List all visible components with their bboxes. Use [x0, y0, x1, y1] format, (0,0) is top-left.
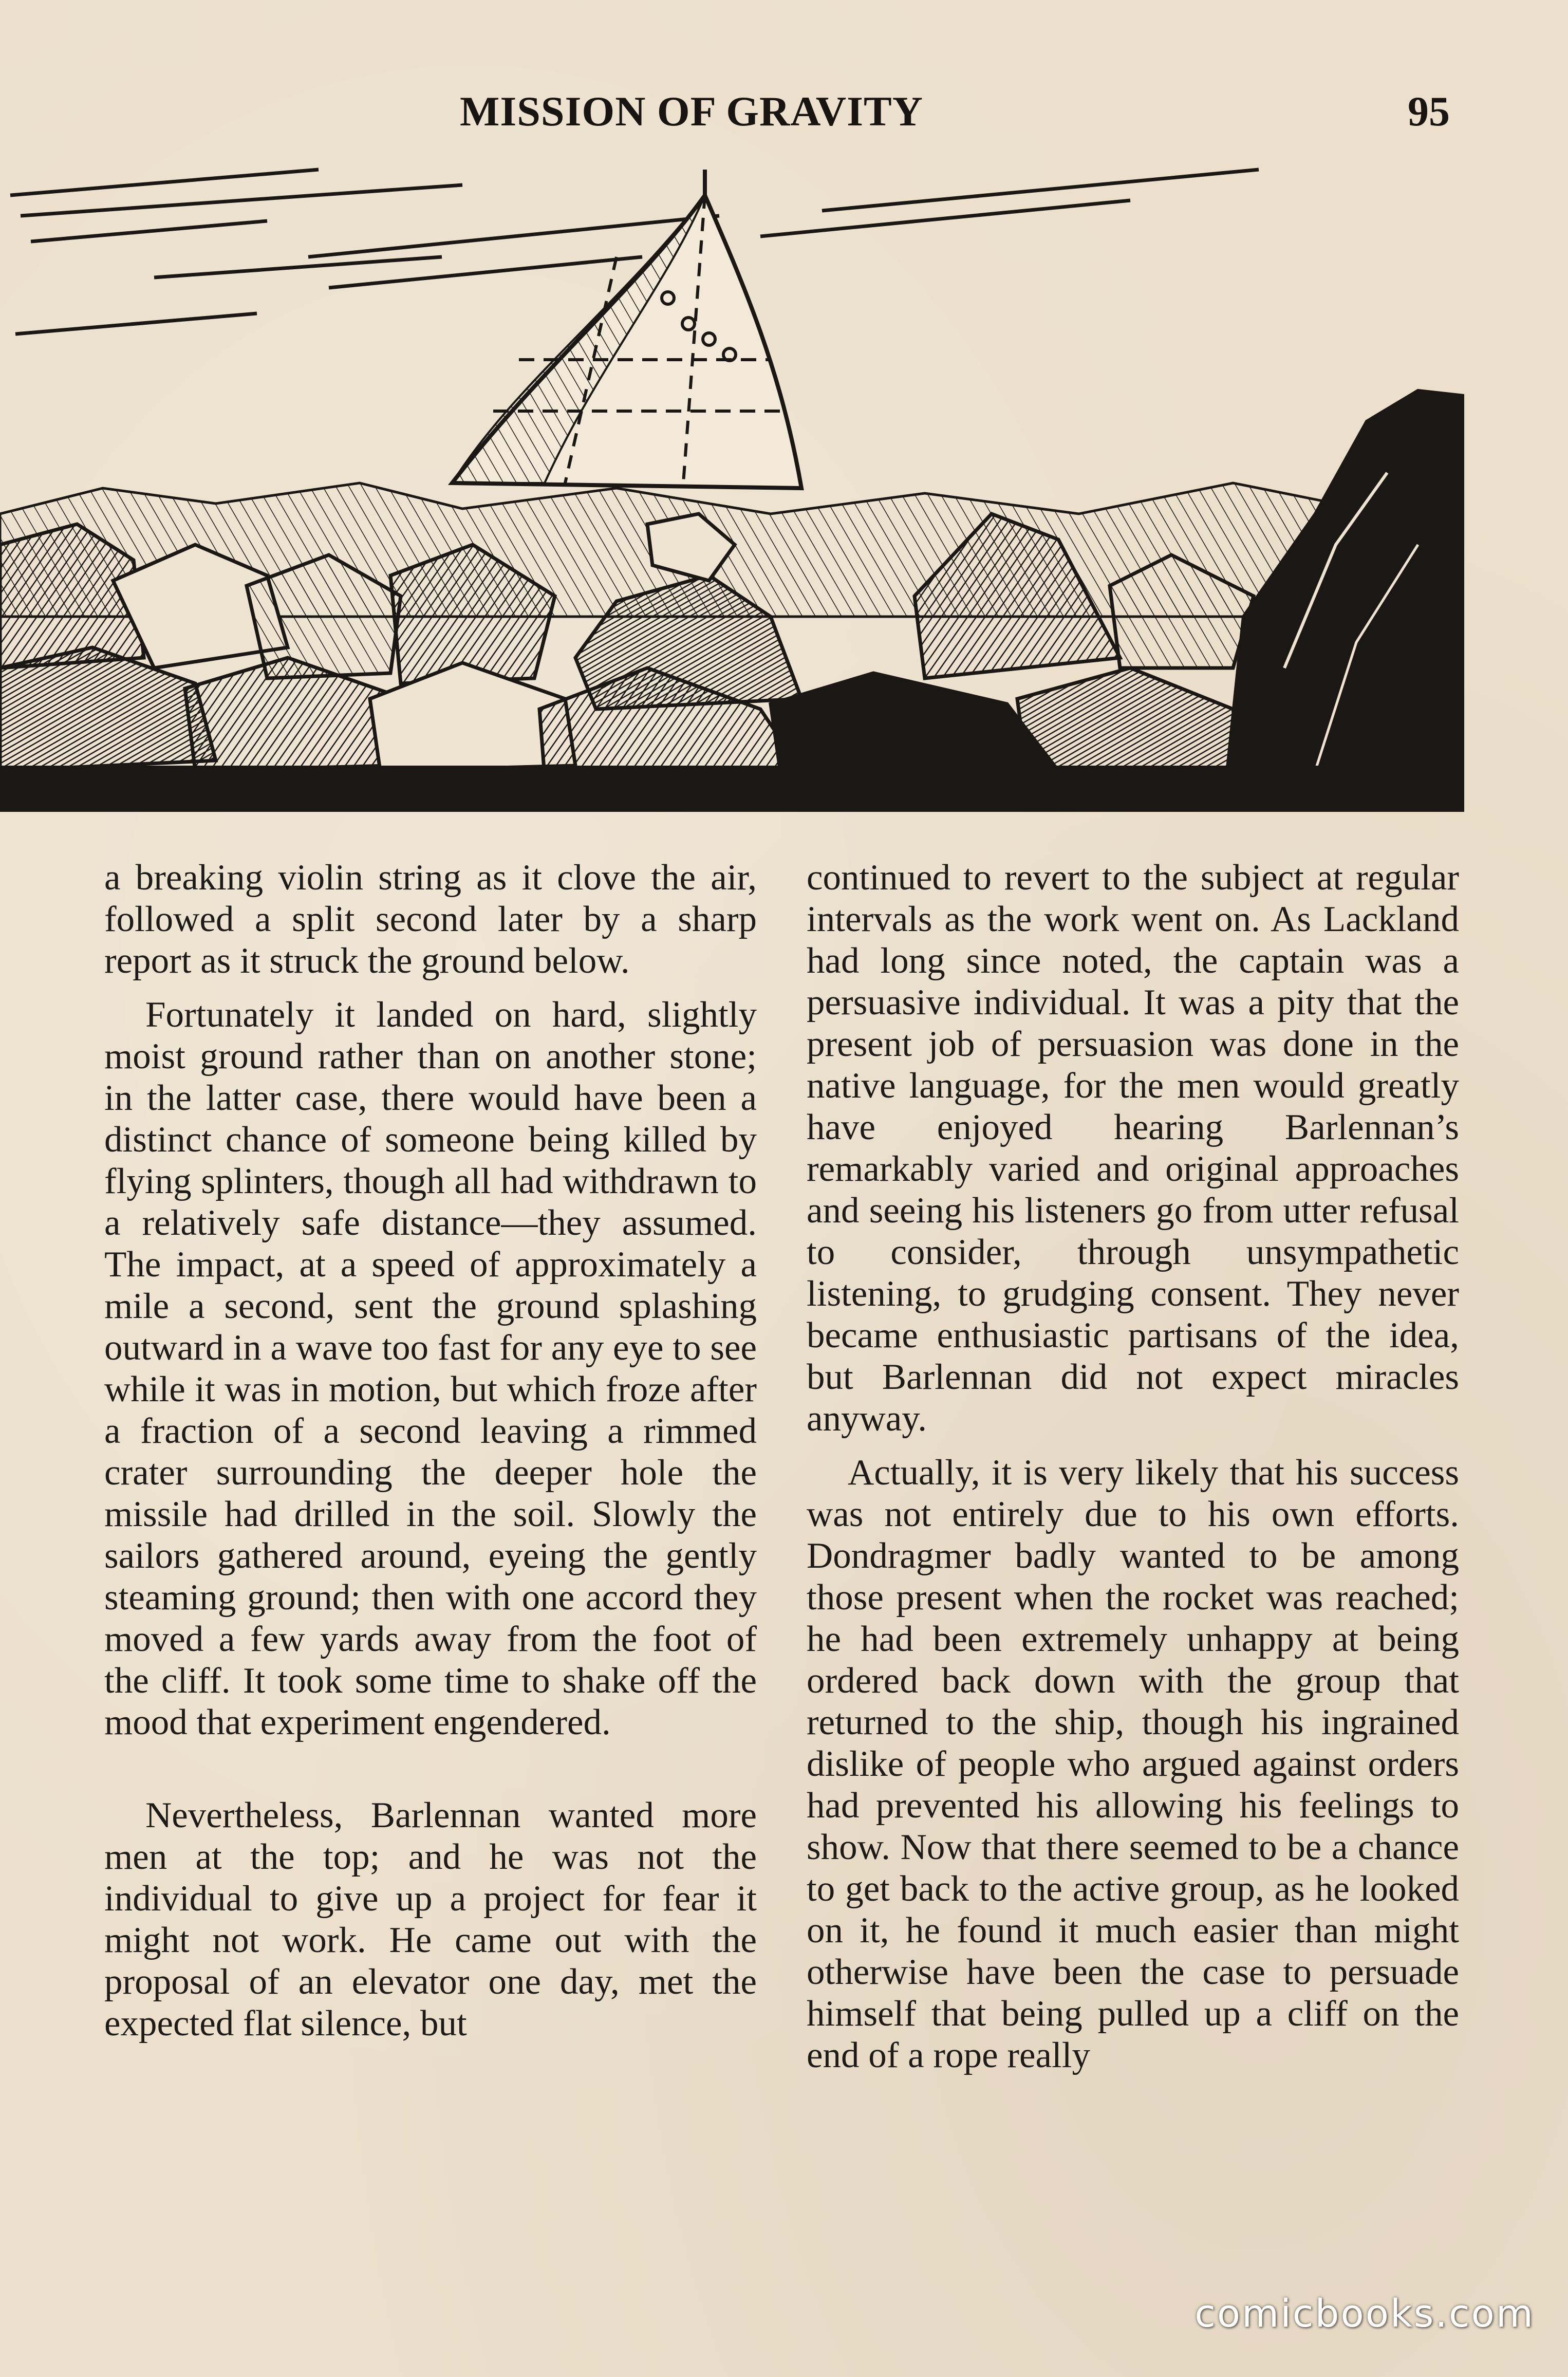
paragraph: a breaking violin string as it clove the air, followed a split second later by a sharp report as it struck the ground below. [104, 858, 757, 981]
left-text-column [104, 857, 757, 2057]
running-head-title: MISSION OF GRAVITY [460, 88, 923, 135]
paragraph: Nevertheless, Barlennan wanted more men at the top; and he was not the individual to give up a project for fear it might not work. He came out with the proposal of an elevator one day, met the expected flat silence, but [104, 1795, 757, 2044]
dark-cliff [1223, 391, 1464, 812]
ground-band [0, 766, 1464, 812]
watermark-logo: comicbooks.com [1194, 2292, 1535, 2336]
paragraph: Fortunately it landed on hard, slightly moist ground rather than on another stone; in the latter case, there would have been a distinct chance of someone being killed by flying splinters, though all had withdrawn to a relatively safe distance—they assumed. The impact, at a speed of approximately a mile a second, sent the ground splashing outward in a wave too fast for any eye to see while it was in motion, but which froze after a fraction of a second leaving a rimmed crater surrounding the deeper hole the missile had drilled in the soil. Slowly the sailors gathered around, eyeing the gently steaming ground; then with one accord they moved a few yards away from the foot of the cliff. It took some time to shake off the mood that experiment engendered. [104, 995, 757, 1742]
paragraph: continued to revert to the subject at regular intervals as the work went on. As Lackland had long since noted, the captain was a persuasive individual. It was a pity that the present job of persuasion was done in the native language, for the men would greatly have enjoyed hearing Barlennan’s remarkably varied and original approaches and seeing his listeners go from utter refusal to consider, through unsympathetic listening, to grudging consent. They never became enthusiastic partisans of the idea, but Barlennan did not expect miracles anyway. [807, 858, 1459, 1439]
rocket [452, 170, 801, 488]
right-text-column [807, 857, 1459, 2089]
rocket-illustration [0, 154, 1464, 812]
paragraph: Actually, it is very likely that his success was not entirely due to his own efforts. Dondragmer badly wanted to be among those present when the rocket was reached; he had been extremely unhappy at being ordered back down with the group that returned to the ship, though his ingrained dislike of people who argued against orders had prevented his allowing his feelings to show. Now that there seemed to be a chance to get back to the active group, as he looked on it, he found it much easier than might otherwise have been the case to persuade himself that being pulled up a cliff on the end of a rope really [807, 1453, 1459, 2075]
page-number: 95 [1408, 88, 1450, 135]
